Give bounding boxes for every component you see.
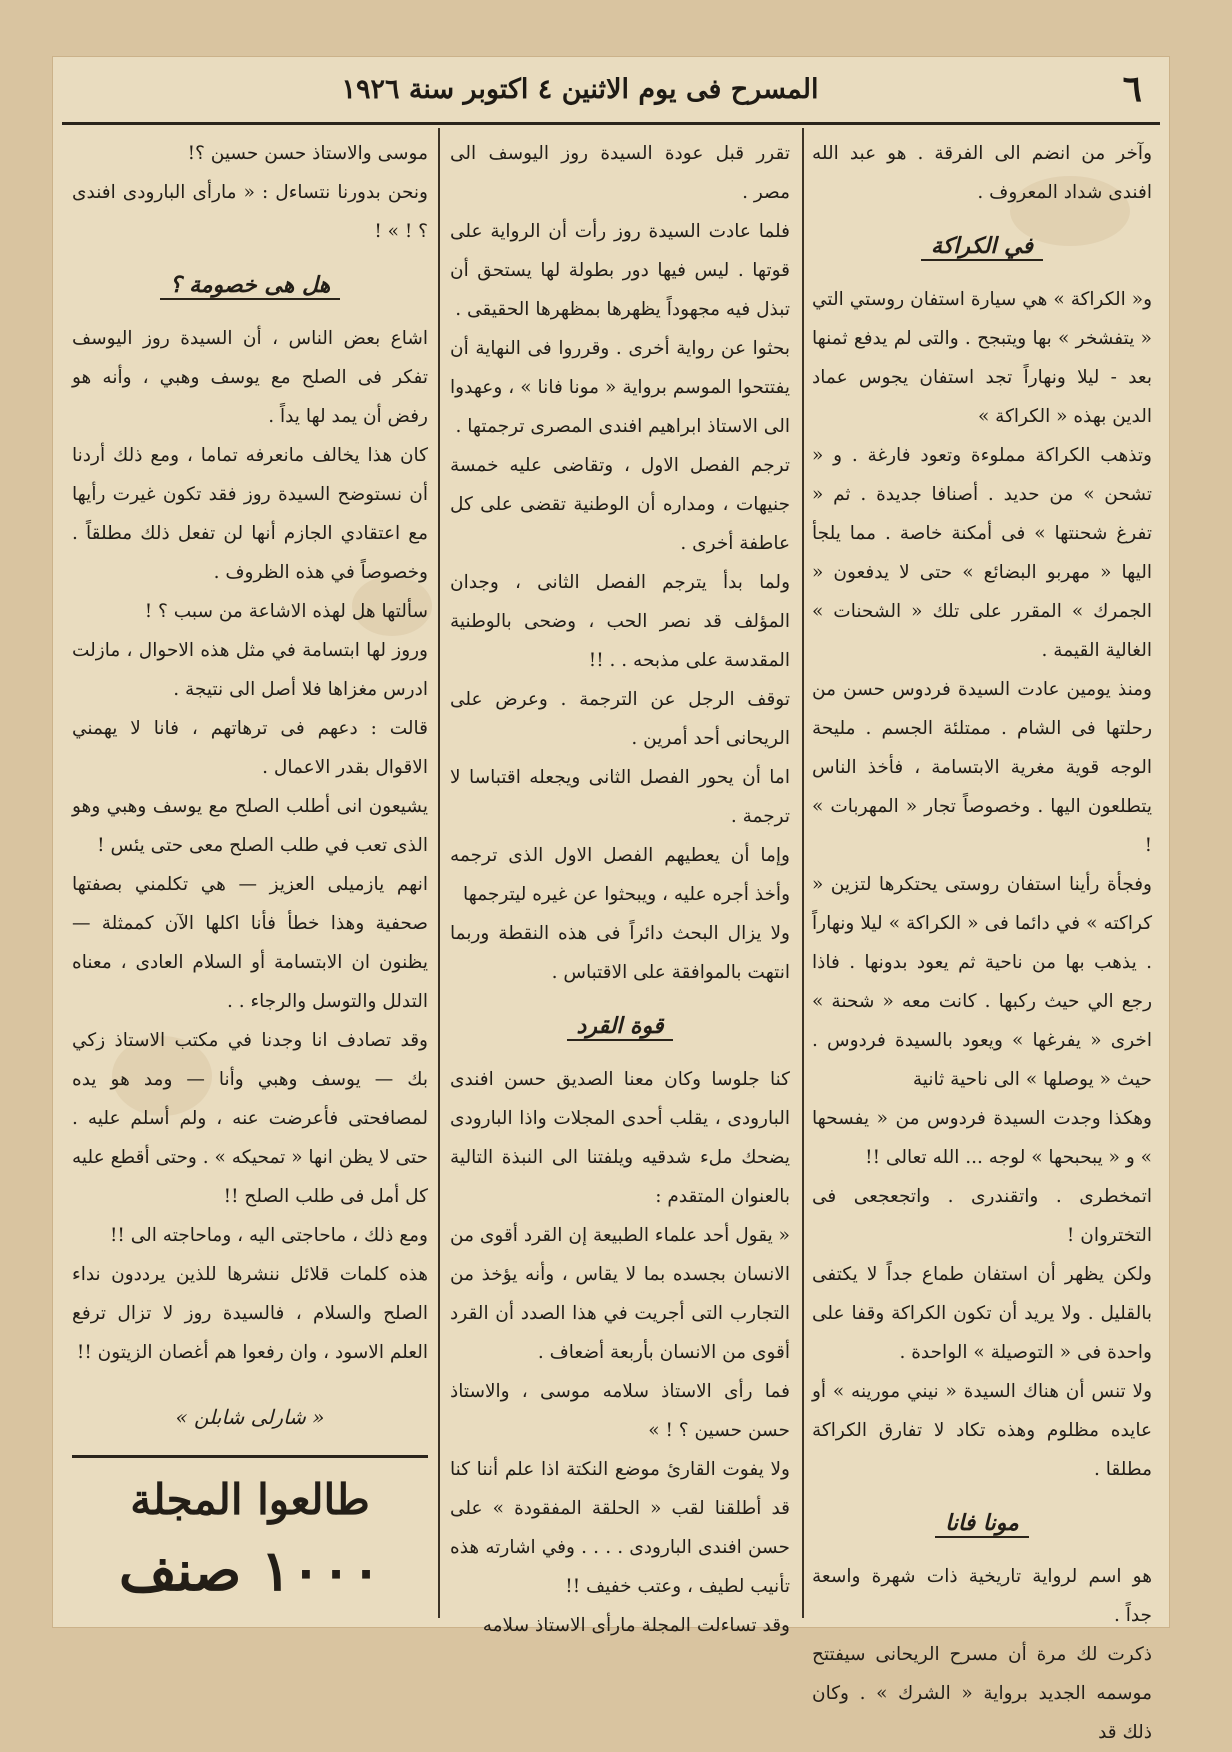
article-paragraph: اما أن يحور الفصل الثانى ويجعله اقتباسا لا ترجمة . [450,767,790,827]
article-paragraph: ومنذ يومين عادت السيدة فردوس حسن من رحلتها فى الشام . ممتلئة الجسم . مليحة الوجه قوية مغرية الابتسامة ، فأخذ الناس يتطلعون اليها . وخصوصاً تجار « المهربات » ! [812,679,1152,856]
section-heading [812,1503,1152,1543]
article-paragraph: اتمخطرى . واتقندرى . واتجعجعى فى التختروان ! [812,1186,1152,1246]
article-paragraph: ولا تنس أن هناك السيدة « نيني مورينه » أو عايده مظلوم وهذه تكاد لا تفارق الكراكة مطلقا . [812,1381,1152,1480]
article-paragraph: وقد تصادف انا وجدنا في مكتب الاستاذ زكي بك — يوسف وهبي وأنا — ومد هو يده لمصافحتى فأعرضت عنه ، ولم أسلم عليه . حتى لا يظن انها « تمحيكه » . وحتى أقطع عليه كل أمل فى طلب الصلح !! [72,1030,428,1207]
ad-headline: طالعوا المجلة [130,1475,370,1524]
section-heading [450,1006,790,1046]
signature: « شارلى شابلن » [175,1405,325,1429]
article-paragraph: وفجأة رأينا استفان روستى يحتكرها لتزين « كراكته » في دائما فى « الكراكة » ليلا ونهاراً . يذهب بها من ناحية ثم يعود بدونها . فاذا رجع الي حيث ركبها . كانت معه « شحنة » اخرى « يفرغها » ويعود بالسيدة فردوس . حيث « يوصلها » الى ناحية ثانية [812,874,1152,1090]
section-heading-text: هل هى خصومة ؟ [160,272,340,300]
section-heading-text: مونا فانا [935,1510,1029,1538]
article-paragraph: قالت : دعهم فى ترهاتهم ، فانا لا يهمني الاقوال بقدر الاعمال . [72,718,428,778]
article-paragraph: موسى والاستاذ حسن حسين ؟! [187,143,428,164]
article-paragraph: ومع ذلك ، ماحاجتى اليه ، وماحاجته الى !! [109,1225,428,1246]
column-middle [450,134,790,1636]
article-paragraph: ونحن بدورنا نتساءل : « مارأى البارودى افندى ؟ ! » ! [72,182,428,242]
article-paragraph: هو اسم لرواية تاريخية ذات شهرة واسعة جداً . [812,1566,1152,1626]
section-heading-text: قوة القرد [567,1013,674,1041]
article-paragraph: توقف الرجل عن الترجمة . وعرض على الريحانى أحد أمرين . [450,689,790,749]
article-paragraph: وإما أن يعطيهم الفصل الاول الذى ترجمه وأخذ أجره عليه ، ويبحثوا عن غيره ليترجمها [450,845,790,905]
article-paragraph: وقد تساءلت المجلة مارأى الاستاذ سلامه [482,1615,790,1636]
ad-count: ١٠٠٠ صنف [118,1538,382,1604]
advertisement-box [72,1468,428,1610]
ad-divider [72,1455,428,1458]
article-paragraph: انهم يازميلى العزيز — هي تكلمني بصفتها صحفية وهذا خطأ فأنا اكلها الآن كممثلة — يظنون ان الابتسامة أو السلام العادى ، معناه التدلل والتوسل والرجاء . . [72,874,428,1012]
article-paragraph: بحثوا عن رواية أخرى . وقرروا فى النهاية أن يفتتحوا الموسم برواية « مونا فانا » ، وعهدوا الى الاستاذ ابراهيم افندى المصرى ترجمتها . [450,338,790,437]
section-heading-text: في الكراكة [921,233,1043,261]
article-paragraph: وروز لها ابتسامة في مثل هذه الاحوال ، مازلت ادرس مغزاها فلا أصل الى نتيجة . [72,640,428,700]
article-paragraph: وتذهب الكراكة مملوءة وتعود فارغة . و « تشحن » من حديد . أصنافا جديدة . ثم « تفرغ شحنتها » فى أمكنة خاصة . مما يلجأ اليها « مهربو البضائع » حتى لا يدفعون « الجمرك » المقرر على تلك « الشحنات » الغالية القيمة . [812,445,1152,661]
article-paragraph: ذكرت لك مرة أن مسرح الريحانى سيفتتح موسمه الجديد برواية « الشرك » . وكان ذلك قد [812,1644,1152,1743]
article-paragraph: هذه كلمات قلائل ننشرها للذين يرددون نداء الصلح والسلام ، فالسيدة روز لا تزال ترفع العلم الاسود ، وان رفعوا هم أغصان الزيتون !! [72,1264,428,1363]
article-paragraph: فما رأى الاستاذ سلامه موسى ، والاستاذ حسن حسين ؟ ! » [450,1381,790,1441]
article-paragraph: و« الكراكة » هي سيارة استفان روستي التي « يتفشخر » بها ويتبجح . والتى لم يدفع ثمنها بعد - ليلا ونهاراً تجد استفان يجوس عماد الدين بهذه « الكراكة » [812,289,1152,427]
article-paragraph: « يقول أحد علماء الطبيعة إن القرد أقوى من الانسان بجسده بما لا يقاس ، وأنه يؤخذ من التجارب التى أجريت في هذا الصدد أن القرد أقوى من الانسان بأربعة أضعاف . [450,1225,790,1363]
masthead [52,56,1170,122]
section-heading [72,265,428,305]
page-number: ٦ [1122,68,1142,110]
column-divider [438,128,440,1618]
masthead-title: المسرح فى يوم الاثنين ٤ اكتوبر سنة ١٩٢٦ [341,74,819,105]
article-paragraph: فلما عادت السيدة روز رأت أن الرواية على قوتها . ليس فيها دور بطولة لها يستحق أن تبذل فيه مجهوداً يظهرها بمظهرها الحقيقى . [450,221,790,320]
article-paragraph: ولا يفوت القارئ موضع النكتة اذا علم أننا كنا قد أطلقنا لقب « الحلقة المفقودة » على حسن افندى البارودى . . . . وفي اشارته هذه تأنيب لطيف ، وعتب خفيف !! [450,1459,790,1597]
article-paragraph: كنا جلوسا وكان معنا الصديق حسن افندى البارودى ، يقلب أحدى المجلات واذا البارودى يضحك ملء شدقيه ويلفتنا الى النبذة التالية بالعنوان المتقدم : [450,1069,790,1207]
column-left [72,134,428,1620]
article-paragraph: وآخر من انضم الى الفرقة . هو عبد الله افندى شداد المعروف . [812,143,1152,203]
article-paragraph: وهكذا وجدت السيدة فردوس من « يفسحها » و « يبحبحها » لوجه ... الله تعالى !! [812,1108,1152,1168]
article-paragraph: تقرر قبل عودة السيدة روز اليوسف الى مصر . [450,143,790,203]
article-paragraph: سألتها هل لهذه الاشاعة من سبب ؟ ! [144,601,428,622]
article-paragraph: كان هذا يخالف مانعرفه تماما ، ومع ذلك أردنا أن نستوضح السيدة روز فقد تكون غيرت رأيها مع اعتقادي الجازم أنها لن تفعل ذلك مطلقاً . وخصوصاً في هذه الظروف . [72,445,428,583]
column-right [812,134,1152,1743]
article-paragraph: ولكن يظهر أن استفان طماع جداً لا يكتفى بالقليل . ولا يريد أن تكون الكراكة وقفا على واحدة فى « التوصيلة » الواحدة . [812,1264,1152,1363]
newspaper-page [52,56,1170,1743]
section-heading [812,226,1152,266]
header-rule [62,122,1160,125]
column-divider [802,128,804,1618]
article-paragraph: ولما بدأ يترجم الفصل الثانى ، وجدان المؤلف قد نصر الحب ، وضحى بالوطنية المقدسة على مذبحه . . !! [450,572,790,671]
article-paragraph: يشيعون انى أطلب الصلح مع يوسف وهبي وهو الذى تعب في طلب الصلح معى حتى يئس ! [72,796,428,856]
article-paragraph: اشاع بعض الناس ، أن السيدة روز اليوسف تفكر فى الصلح مع يوسف وهبي ، وأنه هو رفض أن يمد لها يداً . [72,328,428,427]
article-paragraph: ولا يزال البحث دائراً فى هذه النقطة وربما انتهت بالموافقة على الاقتباس . [450,923,790,983]
article-paragraph: ترجم الفصل الاول ، وتقاضى عليه خمسة جنيهات ، ومداره أن الوطنية تقضى على كل عاطفة أخرى . [450,455,790,554]
